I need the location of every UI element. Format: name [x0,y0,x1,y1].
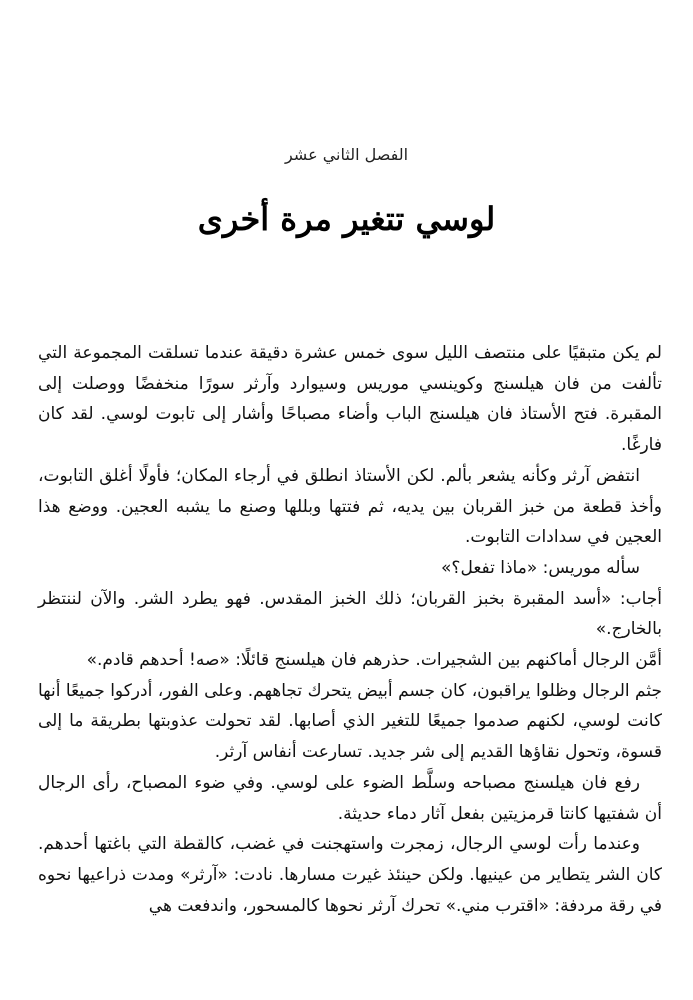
paragraph: سأله موريس: «ماذا تفعل؟» [441,557,640,578]
chapter-title: لوسي تتغير مرة أخرى [197,200,496,238]
paragraph: رفع فان هيلسنج مصباحه وسلَّط الضوء على لوسي. وفي ضوء المصباح، رأى الرجال أن شفتيها كانتا قرمزيتين بفعل آثار دماء حديثة. [38,772,662,824]
chapter-body [38,338,662,921]
paragraph: جثم الرجال وظلوا يراقبون، كان جسم أبيض يتحرك تجاههم. وعلى الفور، أدركوا جميعًا أنها كانت لوسي، لكنهم صدموا جميعًا للتغير الذي أصابها. لقد تحولت عذوبتها بطريقة ما إلى قسوة، وتحول نقاؤها القديم إلى شر جديد. تسارعت أنفاس آرثر. [38,680,662,763]
paragraph: انتفض آرثر وكأنه يشعر بألم. لكن الأستاذ انطلق في أرجاء المكان؛ فأولًا أغلق التابوت، وأخذ قطعة من خبز القربان بين يديه، ثم فتتها وبللها وصنع ما يشبه العجين. ووضع هذا العجين في سدادات التابوت. [38,465,662,548]
paragraph: أجاب: «أسد المقبرة بخبز القربان؛ ذلك الخبز المقدس. فهو يطرد الشر. والآن لننتظر بالخارج.» [38,588,662,640]
paragraph: أمَّن الرجال أماكنهم بين الشجيرات. حذرهم فان هيلسنج قائلًا: «صه! أحدهم قادم.» [86,650,662,671]
paragraph: لم يكن متبقيًا على منتصف الليل سوى خمس عشرة دقيقة عندما تسلقت المجموعة التي تألفت من فان هيلسنج وكوينسي موريس وسيوارد وآرثر سورًا منخفضًا ووصلت إلى المقبرة. فتح الأستاذ فان هيلسنج الباب وأضاء مصباحًا وأشار إلى تابوت لوسي. لقد كان فارغًا. [38,343,662,456]
paragraph: وعندما رأت لوسي الرجال، زمجرت واستهجنت في غضب، كالقطة التي باغتها أحدهم. كان الشر يتطاير من عينيها. ولكن حينئذ غيرت مسارها. نادت: «آرثر» ومدت ذراعيها نحوه في رقة مردفة: «اقترب مني.» تحرك آرثر نحوها كالمسحور، واندفعت هي [38,834,662,916]
chapter-number: الفصل الثاني عشر [284,145,409,164]
